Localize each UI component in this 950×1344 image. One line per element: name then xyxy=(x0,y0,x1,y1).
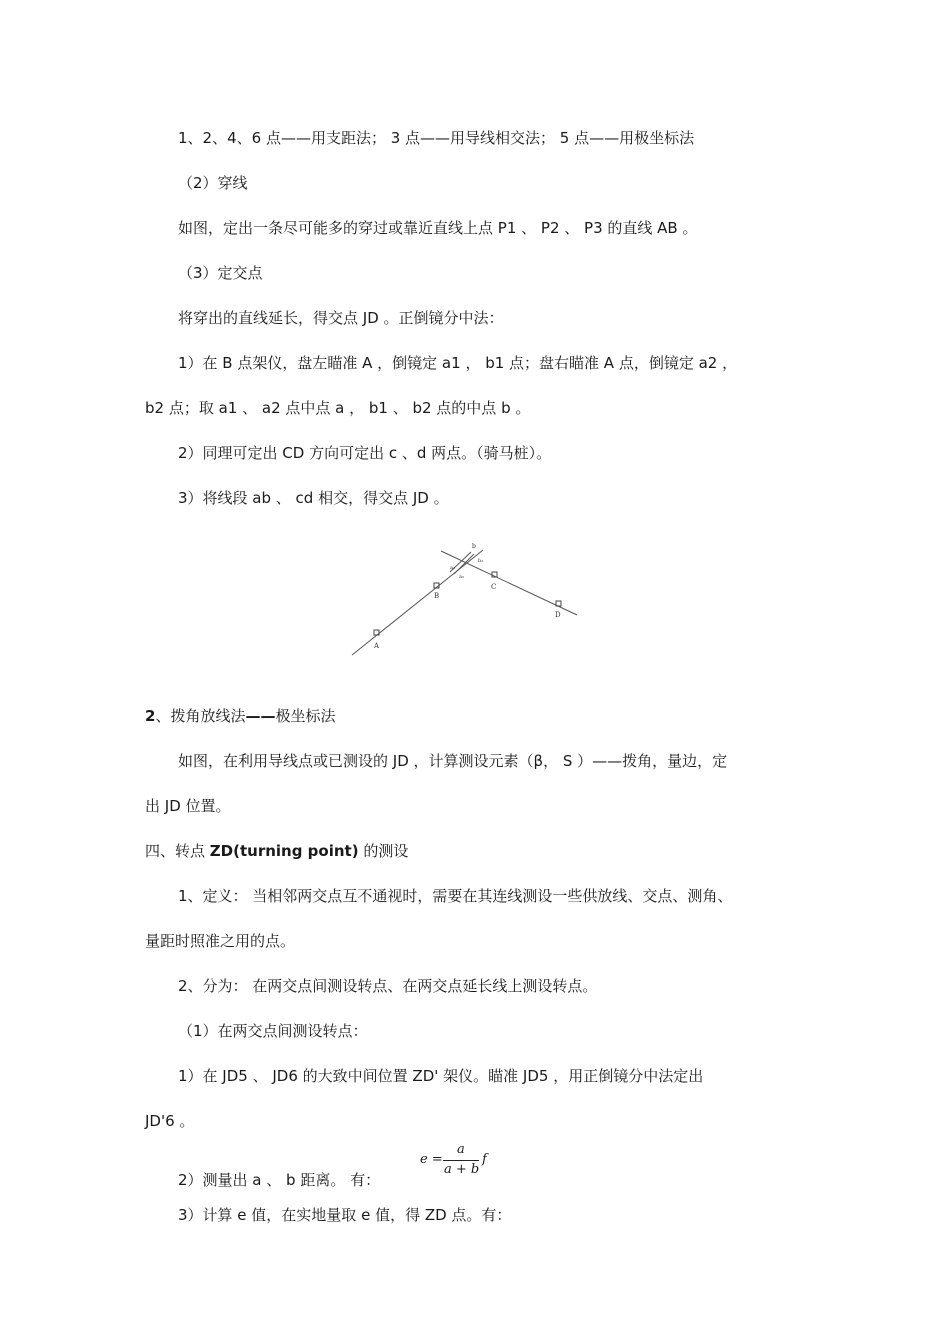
text-line-12: 出 JD 位置。 xyxy=(145,797,231,815)
text-line-19: JD'6 。 xyxy=(145,1112,195,1130)
intersection-diagram xyxy=(345,538,590,663)
text-line-14: 1、定义： 当相邻两交点互不通视时，需要在其连线测设一些供放线、交点、测角、 xyxy=(178,887,733,905)
text-line-20: 2）测量出 a 、 b 距离。 有： xyxy=(178,1171,381,1189)
formula-rhs: f xyxy=(482,1152,487,1167)
label-a: A xyxy=(374,642,380,650)
text-line-2: （2）穿线 xyxy=(178,174,248,192)
text-line-21: 3）计算 e 值，在实地量取 e 值，得 ZD 点。有： xyxy=(178,1206,512,1224)
formula-lhs: e = xyxy=(420,1152,443,1167)
text-line-1: 1、2、4、6 点——用支距法； 3 点——用导线相交法； 5 点——用极坐标法 xyxy=(178,129,695,147)
heading-text: 、拨角放线法 xyxy=(155,707,246,725)
text-line-8: 2）同理可定出 CD 方向可定出 c 、d 两点。（骑马桩）。 xyxy=(178,444,552,462)
heading-number: 2 xyxy=(145,707,156,725)
stake-line xyxy=(454,554,474,574)
label-b: b xyxy=(472,543,476,550)
label-a2: a₂ xyxy=(459,574,464,580)
line-ab xyxy=(352,571,457,655)
text-line-17: （1）在两交点间测设转点： xyxy=(178,1022,368,1040)
label-b-big: B xyxy=(434,592,440,600)
formula-denominator: a + b xyxy=(444,1162,480,1177)
text-line-15: 量距时照准之用的点。 xyxy=(145,932,296,950)
formula-e xyxy=(420,1142,496,1182)
fraction-bar xyxy=(443,1160,479,1161)
text-line-5: 将穿出的直线延长，得交点 JD 。正倒镜分中法： xyxy=(178,309,504,327)
formula-numerator: a xyxy=(457,1142,465,1157)
section-heading-turning-point xyxy=(145,841,408,861)
text-line-4: （3）定交点 xyxy=(178,264,263,282)
heading-suffix: 的测设 xyxy=(358,842,409,860)
text-line-16: 2、分为： 在两交点间测设转点、在两交点延长线上测设转点。 xyxy=(178,977,598,995)
heading-dash: —— xyxy=(245,707,276,725)
text-line-18: 1）在 JD5 、 JD6 的大致中间位置 ZD' 架仪。瞄准 JD5 ，用正倒镜分中法定出 xyxy=(178,1067,704,1085)
text-line-6: 1）在 B 点架仪，盘左瞄准 A ，倒镜定 a1 ， b1 点；盘右瞄准 A 点，倒镜定 a2 ， xyxy=(178,354,738,372)
heading-prefix: 四、转点 xyxy=(145,842,210,860)
label-b2: b₂ xyxy=(478,558,484,564)
label-a1: a₁ xyxy=(450,565,455,571)
text-line-3: 如图，定出一条尽可能多的穿过或靠近直线上点 P1 、 P2 、 P3 的直线 AB 。 xyxy=(178,219,698,237)
heading-term: ZD(turning point) xyxy=(209,842,359,860)
text-line-9: 3）将线段 ab 、 cd 相交，得交点 JD 。 xyxy=(178,489,449,507)
text-line-11: 如图，在利用导线点或已测设的 JD ，计算测设元素（β， S ）——拨角，量边，定 xyxy=(178,752,728,770)
label-d: D xyxy=(555,611,561,619)
text-line-7: b2 点；取 a1 、 a2 点中点 a ， b1 、 b2 点的中点 b 。 xyxy=(145,399,531,417)
section-heading-deflection xyxy=(145,706,335,726)
heading-text-2: 极坐标法 xyxy=(275,707,336,725)
label-c: C xyxy=(491,583,497,591)
